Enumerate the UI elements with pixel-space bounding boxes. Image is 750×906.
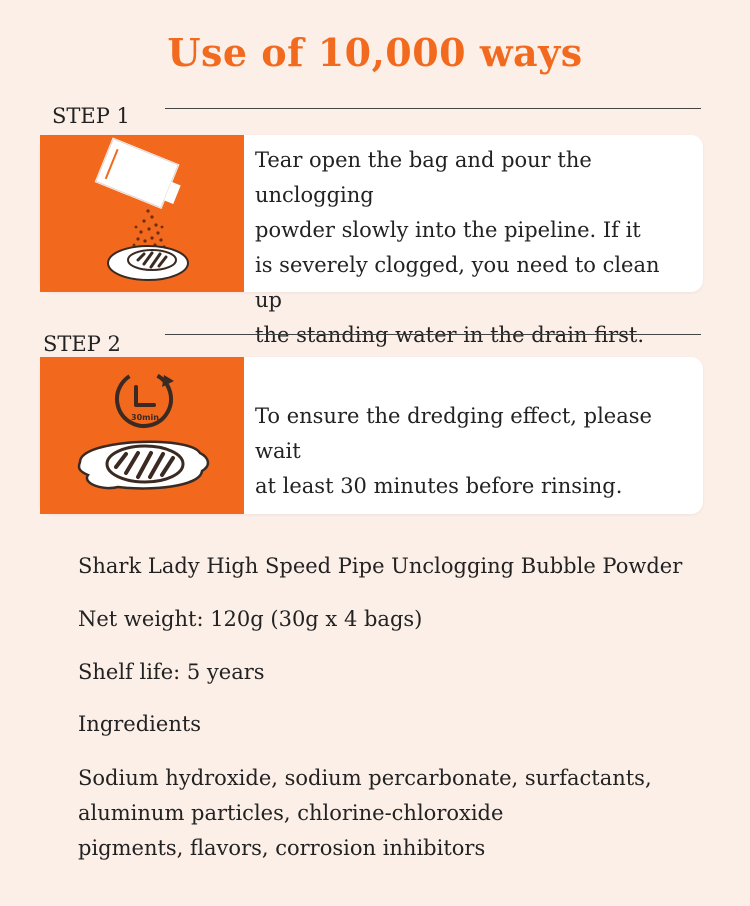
ingredients-heading: Ingredients bbox=[78, 712, 202, 736]
ingredients-list bbox=[78, 761, 652, 866]
step-2-card bbox=[40, 357, 703, 514]
page-title: Use of 10,000 ways bbox=[167, 30, 583, 75]
timer-drain-icon bbox=[40, 357, 244, 514]
ingredients-line: pigments, flavors, corrosion inhibitors bbox=[78, 836, 486, 860]
ingredients-line: Sodium hydroxide, sodium percarbonate, surfactants, bbox=[78, 766, 652, 790]
pour-powder-icon bbox=[40, 135, 244, 292]
step-2-label: STEP 2 bbox=[43, 332, 121, 356]
step-1-label: STEP 1 bbox=[52, 104, 130, 128]
step-2-text bbox=[255, 399, 693, 504]
shelf-life: Shelf life: 5 years bbox=[78, 660, 265, 684]
ingredients-line: aluminum particles, chlorine-chloroxide bbox=[78, 801, 504, 825]
step-1-divider bbox=[165, 108, 701, 109]
net-weight: Net weight: 120g (30g x 4 bags) bbox=[78, 607, 423, 631]
product-name: Shark Lady High Speed Pipe Unclogging Bubble Powder bbox=[78, 554, 683, 578]
step-2-illustration bbox=[40, 357, 244, 514]
step-1-text-line: the standing water in the drain first. bbox=[255, 323, 645, 347]
step-2-text-line: To ensure the dredging effect, please wait bbox=[255, 404, 652, 463]
step-1-text-line: powder slowly into the pipeline. If it bbox=[255, 218, 641, 242]
step-1-text-line: is severely clogged, you need to clean up bbox=[255, 253, 660, 312]
step-2-text-line: at least 30 minutes before rinsing. bbox=[255, 474, 623, 498]
step-1-illustration bbox=[40, 135, 244, 292]
step-1-text-line: Tear open the bag and pour the unclogging bbox=[255, 148, 592, 207]
step-2-divider bbox=[165, 334, 701, 335]
timer-label: 30min bbox=[131, 413, 159, 422]
step-1-text bbox=[255, 143, 693, 353]
